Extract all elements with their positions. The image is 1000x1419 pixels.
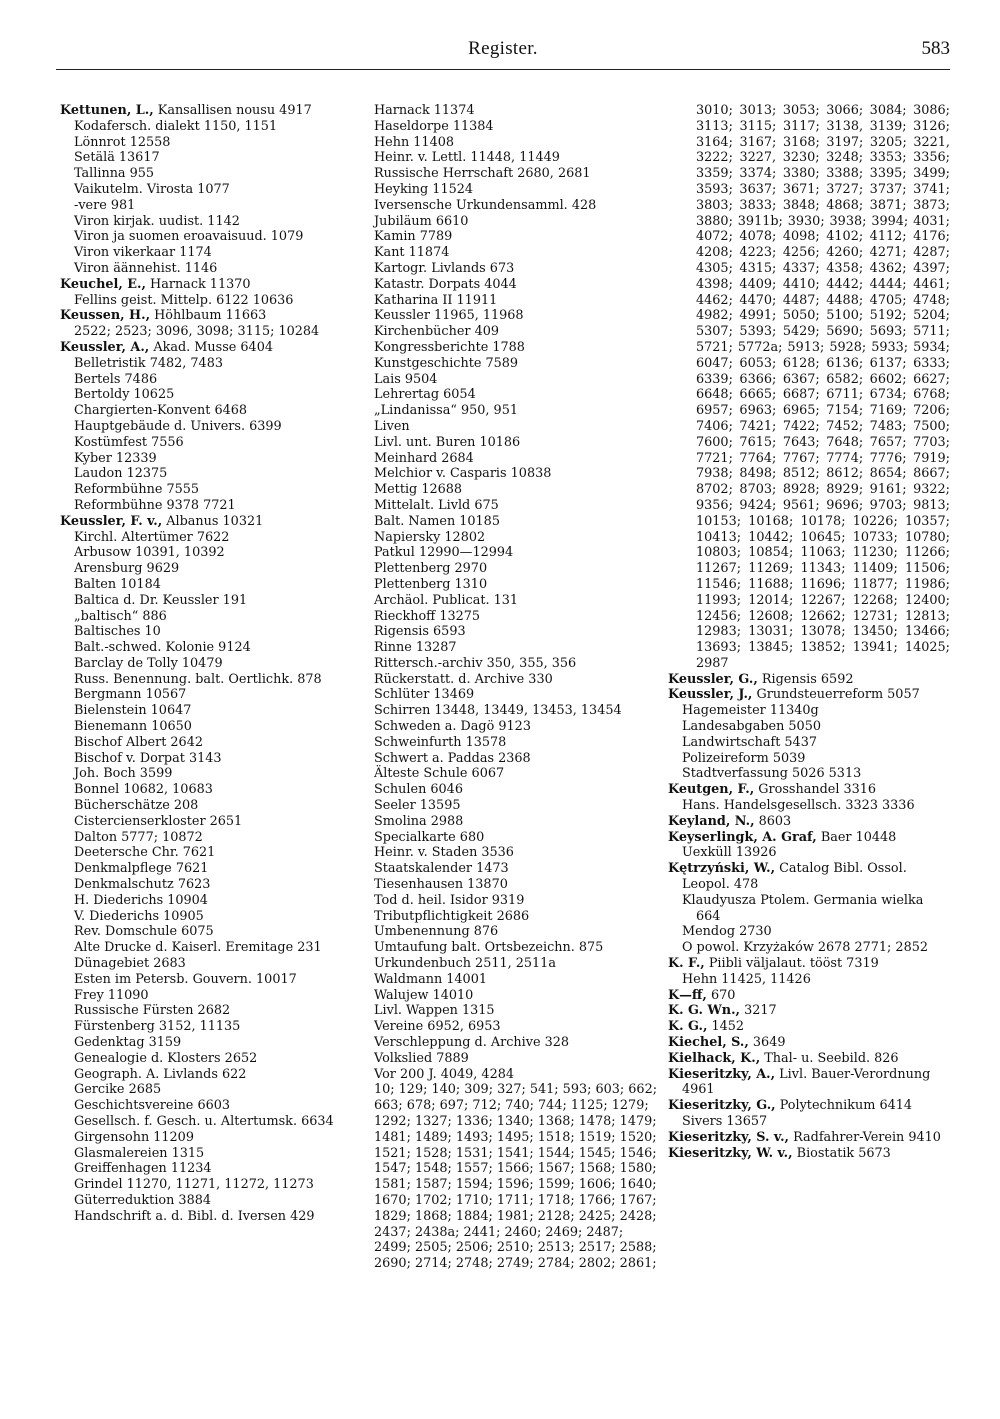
index-author-entry <box>668 956 950 972</box>
index-subentry: Geograph. A. Livlands 622 <box>74 1066 247 1082</box>
index-subentry: Genealogie d. Klosters 2652 <box>74 1050 258 1066</box>
index-subentry: Lais 9504 <box>374 371 438 387</box>
index-subentry: Viron äännehist. 1146 <box>74 260 218 276</box>
index-subentry: Hagemeister 11340g <box>682 703 819 719</box>
index-subentry: Lönnrot 12558 <box>74 134 171 150</box>
entry-reference: Harnack 11370 <box>145 276 251 292</box>
index-subentry: Viron vikerkaar 1174 <box>74 245 212 261</box>
index-author-entry <box>668 1130 950 1146</box>
index-subentry: Balten 10184 <box>74 576 161 592</box>
entry-reference: Albanus 10321 <box>162 513 264 529</box>
index-subentry: Walujew 14010 <box>374 987 474 1003</box>
entry-reference: 1452 <box>707 1019 745 1035</box>
index-subentry: Russische Herrschaft 2680, 2681 <box>374 166 591 182</box>
index-subentry: Schweden a. Dagö 9123 <box>374 719 531 735</box>
index-subentry: Güterreduktion 3884 <box>74 1192 211 1208</box>
index-author-entry <box>668 1067 950 1099</box>
running-title: Register. <box>468 38 538 59</box>
index-subentry: Patkul 12990—12994 <box>374 545 514 561</box>
entry-reference: 3217 <box>740 1003 777 1019</box>
index-author-entry <box>668 672 950 688</box>
index-subentry: Heinr. v. Staden 3536 <box>374 845 514 861</box>
index-subentry: Keussler 11965, 11968 <box>374 308 524 324</box>
index-subentry: Schulen 6046 <box>374 782 463 798</box>
author-name: Kieseritzky, W. v., <box>668 1145 793 1161</box>
index-subentry: Seeler 13595 <box>374 798 461 814</box>
index-subentry: Reformbühne 7555 <box>74 482 200 498</box>
index-subentry: Kirchenbücher 409 <box>374 324 500 340</box>
index-subentry: Bielenstein 10647 <box>74 703 192 719</box>
index-subentry: Bienemann 10650 <box>74 719 192 735</box>
index-subentry: Dünagebiet 2683 <box>74 956 186 972</box>
index-subentry: Sivers 13657 <box>682 1114 768 1129</box>
index-subentry: Vaikutelm. Virosta 1077 <box>74 181 230 197</box>
author-name: Kieseritzky, A., <box>668 1066 776 1082</box>
index-subentry: Volkslied 7889 <box>374 1050 469 1066</box>
index-subentry: Polizeireform 5039 <box>682 750 806 766</box>
author-name: Kieseritzky, S. v., <box>668 1129 789 1145</box>
entry-reference: Livl. Bauer-Verordnung 4961 <box>682 1066 931 1098</box>
index-subentry: Belletristik 7482, 7483 <box>74 355 223 371</box>
index-subentry: Alte Drucke d. Kaiserl. Eremitage 231 <box>74 940 322 956</box>
index-subentry: Viron kirjak. uudist. 1142 <box>74 213 240 229</box>
index-subentry: Smolina 2988 <box>374 813 464 829</box>
entry-reference: Rigensis 6592 <box>757 671 854 687</box>
index-subentry: Geschichtsvereine 6603 <box>74 1098 231 1114</box>
index-subentry: Kostümfest 7556 <box>74 434 184 450</box>
index-subentry: Kyber 12339 <box>74 450 157 466</box>
index-subentry: Verschleppung d. Archive 328 <box>374 1035 570 1051</box>
index-subentry: Klaudyusza Ptolem. Germania wielka 664 <box>682 892 924 924</box>
index-subentry: Napiersky 12802 <box>374 529 486 545</box>
index-subentry: Katastr. Dorpats 4044 <box>374 276 517 292</box>
index-subentry: Gercike 2685 <box>74 1082 162 1098</box>
index-subentry: Katharina II 11911 <box>374 292 498 308</box>
index-subentry: Livl. Wappen 1315 <box>374 1003 495 1019</box>
entry-reference: Grosshandel 3316 <box>754 782 877 798</box>
author-name: Keussen, H., <box>60 308 151 324</box>
index-subentry: Schirren 13448, 13449, 13453, 13454 <box>374 703 622 719</box>
index-subentry: Denkmalpflege 7621 <box>74 861 209 877</box>
author-name: K. G., <box>668 1019 708 1035</box>
index-subentry: Plettenberg 1310 <box>374 576 488 592</box>
index-subentry: 2522; 2523; 3096, 3098; 3115; 10284 <box>74 324 320 340</box>
index-subentry: O powol. Krzyżaków 2678 2771; 2852 <box>682 940 928 956</box>
index-subentry: Umbenennung 876 <box>374 924 499 940</box>
index-subentry: Rev. Domschule 6075 <box>74 924 214 940</box>
index-subentry: Dalton 5777; 10872 <box>74 829 203 845</box>
entry-reference: Polytechnikum 6414 <box>775 1098 913 1114</box>
index-subentry: Rinne 13287 <box>374 640 457 656</box>
index-subentry: Kamin 7789 <box>374 229 453 245</box>
index-subentry: Hauptgebäude d. Univers. 6399 <box>74 418 282 434</box>
index-subentry: Setälä 13617 <box>74 150 160 166</box>
index-subentry: Vereine 6952, 6953 <box>374 1019 501 1035</box>
index-subentry: 10; 129; 140; 309; 327; 541; 593; 603; 662; 663; 678; 697; 712; 740; 744; 1125; 1279; 1292; 1327; 1336; 1340; 1368; 1478; 1479; 1481; 1489; 1493; 1495; 1518; 1519; 1520; 1521; 1528; 1531; 1541; 1544; 1545; 1546; 1547; 1548; 1557; 1566; 1567; 1568; 1580; 1581; 1587; 1594; 1596; 1599; 1606; 1640; 1670; 1702; 1710; 1711; 1718; 1766; 1767; 1829; 1868; 1884; 1981; 2128; 2425; 2428; 2437; 2438a; 2441; 2460; 2469; 2487; 2499; 2505; 2506; 2510; 2513; 2517; 2588; 2690; 2714; 2748; 2749; 2784; 2802; 2861; <box>374 1082 658 1272</box>
index-subentry: „Lindanissa“ 950, 951 <box>374 403 518 419</box>
index-subentry: Grindel 11270, 11271, 11272, 11273 <box>74 1177 314 1193</box>
index-author-entry <box>668 861 950 893</box>
index-subentry: Girgensohn 11209 <box>74 1129 194 1145</box>
entry-reference: Catalog Bibl. Ossol. Leopol. 478 <box>682 861 907 893</box>
author-name: K. G. Wn., <box>668 1003 741 1019</box>
entry-reference: Kansallisen nousu 4917 <box>153 103 312 118</box>
index-subentry: Rückerstatt. d. Archive 330 <box>374 671 553 687</box>
index-subentry: Lehrertag 6054 <box>374 387 476 403</box>
index-subentry: Cistercienserkloster 2651 <box>74 813 243 829</box>
index-subentry: Uexküll 13926 <box>682 845 777 861</box>
index-subentry: Tod d. heil. Isidor 9319 <box>374 892 525 908</box>
index-author-entry <box>668 1098 950 1114</box>
entry-reference: 670 <box>706 987 736 1003</box>
entry-reference: Akad. Musse 6404 <box>149 339 273 355</box>
index-subentry: Mendog 2730 <box>682 924 772 940</box>
index-author-entry <box>60 103 342 119</box>
index-subentry: Gedenktag 3159 <box>74 1035 182 1051</box>
author-name: Keussler, G., <box>668 671 758 687</box>
index-subentry: Greiffenhagen 11234 <box>74 1161 212 1177</box>
index-author-entry <box>668 1146 950 1162</box>
entry-reference: Thal- u. Seebild. 826 <box>760 1050 899 1066</box>
index-subentry: -vere 981 <box>74 197 136 213</box>
index-subentry: Balt.-schwed. Kolonie 9124 <box>74 640 251 656</box>
index-subentry: Meinhard 2684 <box>374 450 474 466</box>
author-name: Kętrzyński, W., <box>668 861 776 877</box>
index-subentry: Iversensche Urkundensamml. 428 <box>374 197 597 213</box>
index-subentry: Heinr. v. Lettl. 11448, 11449 <box>374 150 560 166</box>
index-subentry: Bergmann 10567 <box>74 687 187 703</box>
index-subentry: Kunstgeschichte 7589 <box>374 355 519 371</box>
index-subentry: Kongressberichte 1788 <box>374 339 525 355</box>
author-name: Kettunen, L., <box>60 103 154 118</box>
index-subentry: Rigensis 6593 <box>374 624 466 640</box>
index-subentry: Harnack 11374 <box>374 103 475 118</box>
author-name: Kiechel, S., <box>668 1035 749 1051</box>
index-column-middle <box>374 103 658 1272</box>
index-author-entry <box>60 308 342 324</box>
index-author-entry <box>668 830 950 846</box>
index-subentry: Vor 200 J. 4049, 4284 <box>374 1066 514 1082</box>
index-subentry: Balt. Namen 10185 <box>374 513 500 529</box>
author-name: Keutgen, F., <box>668 782 755 798</box>
index-subentry: Melchior v. Casparis 10838 <box>374 466 552 482</box>
index-subentry: Fürstenberg 3152, 11135 <box>74 1019 241 1035</box>
entry-reference: 3649 <box>748 1035 786 1051</box>
index-column-left <box>60 103 342 1225</box>
index-subentry: Jubiläum 6610 <box>374 213 469 229</box>
index-subentry: Russ. Benennung. balt. Oertlichk. 878 <box>74 671 322 687</box>
index-author-entry <box>668 1035 950 1051</box>
index-subentry: V. Diederichs 10905 <box>74 908 204 924</box>
index-subentry: Deetersche Chr. 7621 <box>74 845 216 861</box>
index-subentry: Russische Fürsten 2682 <box>74 1003 231 1019</box>
author-name: Keussler, A., <box>60 339 150 355</box>
index-subentry: H. Diederichs 10904 <box>74 892 208 908</box>
index-subentry: Kirchl. Altertümer 7622 <box>74 529 230 545</box>
index-subentry: Bischof Albert 2642 <box>74 734 203 750</box>
index-subentry: Baltica d. Dr. Keussler 191 <box>74 592 248 608</box>
index-author-entry <box>60 340 342 356</box>
author-name: Keyland, N., <box>668 813 755 829</box>
index-subentry: Mittelalt. Livld 675 <box>374 497 499 513</box>
entry-reference: Radfahrer-Verein 9410 <box>789 1129 941 1145</box>
index-subentry: Tributpflichtigkeit 2686 <box>374 908 530 924</box>
index-subentry: Handschrift a. d. Bibl. d. Iversen 429 <box>74 1208 315 1224</box>
index-author-entry <box>668 687 950 703</box>
entry-reference: Baer 10448 <box>816 829 897 845</box>
index-author-entry <box>668 782 950 798</box>
index-subentry: Laudon 12375 <box>74 466 168 482</box>
entry-reference: Höhlbaum 11663 <box>150 308 267 324</box>
index-subentry: Baltisches 10 <box>74 624 161 640</box>
author-name: Kielhack, K., <box>668 1050 761 1066</box>
index-subentry: Hehn 11425, 11426 <box>682 971 811 987</box>
index-subentry: Schweinfurth 13578 <box>374 734 507 750</box>
index-author-entry <box>668 1051 950 1067</box>
entry-reference: Biostatik 5673 <box>792 1145 891 1161</box>
author-name: Keuchel, E., <box>60 276 146 292</box>
index-subentry: Gesellsch. f. Gesch. u. Altertumsk. 6634 <box>74 1114 334 1129</box>
index-author-entry <box>60 277 342 293</box>
page-header <box>56 38 950 68</box>
index-subentry: Bischof v. Dorpat 3143 <box>74 750 222 766</box>
index-subentry: Mettig 12688 <box>374 482 463 498</box>
index-subentry: Rittersch.-archiv 350, 355, 356 <box>374 655 577 671</box>
author-name: K. F., <box>668 956 705 972</box>
index-subentry: Hehn 11408 <box>374 134 454 150</box>
entry-reference: Grundsteuerreform 5057 <box>752 687 920 703</box>
index-subentry: Urkundenbuch 2511, 2511a <box>374 956 556 972</box>
index-subentry: „baltisch“ 886 <box>74 608 167 624</box>
author-name: K—ff, <box>668 987 707 1003</box>
index-subentry: Tiesenhausen 13870 <box>374 877 508 893</box>
index-subentry: Tallinna 955 <box>74 166 155 182</box>
number-list: 3010; 3013; 3053; 3066; 3084; 3086; 3113; 3115; 3117; 3138, 3139; 3126; 3164; 3167; 3168; 3197; 3205; 3221, 3222; 3227, 3230; 3248; 3353; 3356; 3359; 3374; 3380; 3388; 3395; 3499; 3593; 3637; 3671; 3727; 3737; 3741; 3803; 3833; 3848; 4868; 3871; 3873; 3880; 3911b; 3930; 3938; 3994; 4031; 4072; 4078; 4098; 4102; 4112; 4176; 4208; 4223; 4256; 4260; 4271; 4287; 4305; 4315; 4337; 4358; 4362; 4397; 4398; 4409; 4410; 4442; 4444; 4461; 4462; 4470; 4487; 4488; 4705; 4748; 4982; 4991; 5050; 5100; 5192; 5204; 5307; 5393; 5429; 5690; 5693; 5711; 5721; 5772a; 5913; 5928; 5933; 5934; 6047; 6053; 6128; 6136; 6137; 6333; 6339; 6366; 6367; 6582; 6602; 6627; 6648; 6665; 6687; 6711; 6734; 6768; 6957; 6963; 6965; 7154; 7169; 7206; 7406; 7421; 7422; 7452; 7483; 7500; 7600; 7615; 7643; 7648; 7657; 7703; 7721; 7764; 7767; 7774; 7776; 7919; 7938; 8498; 8512; 8612; 8654; 8667; 8702; 8703; 8928; 8929; 9161; 9322; 9356; 9424; 9561; 9696; 9703; 9813; 10153; 10168; 10178; 10226; 10357; 10413; 10442; 10645; 10733; 10780; 10803; 10854; 11063; 11230; 11266; 11267; 11269; 11343; 11409; 11506; 11546; 11688; 11696; 11877; 11986; 11993; 12014; 12267; 12268; 12400; 12456; 12608; 12662; 12731; 12813; 12983; 13031; 13078; 13450; 13466; 13693; 13845; 13852; 13941; 14025; 2987 <box>696 103 950 671</box>
index-subentry: Umtaufung balt. Ortsbezeichn. 875 <box>374 940 604 956</box>
index-subentry: Arbusow 10391, 10392 <box>74 545 225 561</box>
index-subentry: Liven <box>374 418 410 434</box>
index-subentry: Kartogr. Livlands 673 <box>374 260 515 276</box>
entry-reference: Piibli väljalaut. tööst 7319 <box>704 956 879 972</box>
index-subentry: Landesabgaben 5050 <box>682 719 821 735</box>
index-subentry: Livl. unt. Buren 10186 <box>374 434 521 450</box>
index-subentry: Staatskalender 1473 <box>374 861 509 877</box>
index-author-entry <box>60 514 342 530</box>
index-subentry: Denkmalschutz 7623 <box>74 877 211 893</box>
index-subentry: Reformbühne 9378 7721 <box>74 497 236 513</box>
index-subentry: Joh. Boch 3599 <box>74 766 173 782</box>
index-subentry: Viron ja suomen eroavaisuud. 1079 <box>74 229 304 245</box>
index-column-right <box>668 103 950 1161</box>
author-name: Keussler, J., <box>668 687 753 703</box>
index-author-entry <box>668 1003 950 1019</box>
page-number: 583 <box>921 38 950 59</box>
index-subentry: Bonnel 10682, 10683 <box>74 782 213 798</box>
index-subentry: Stadtverfassung 5026 5313 <box>682 766 862 782</box>
index-subentry: Glasmalereien 1315 <box>74 1145 205 1161</box>
index-subentry: Arensburg 9629 <box>74 561 180 577</box>
index-subentry: Waldmann 14001 <box>374 971 487 987</box>
index-subentry: Rieckhoff 13275 <box>374 608 481 624</box>
index-subentry: Schlüter 13469 <box>374 687 475 703</box>
index-subentry: Schwert a. Paddas 2368 <box>374 750 531 766</box>
index-subentry: Specialkarte 680 <box>374 829 485 845</box>
index-subentry: Heyking 11524 <box>374 181 474 197</box>
author-name: Keussler, F. v., <box>60 513 163 529</box>
index-subentry: Archäol. Publicat. 131 <box>374 592 519 608</box>
index-subentry: Haseldorpe 11384 <box>374 118 494 134</box>
index-author-entry <box>668 814 950 830</box>
index-author-entry <box>668 1019 950 1035</box>
index-subentry: Landwirtschaft 5437 <box>682 734 817 750</box>
index-subentry: Fellins geist. Mittelp. 6122 10636 <box>74 292 294 308</box>
index-subentry: Hans. Handelsgesellsch. 3323 3336 <box>682 798 915 814</box>
index-subentry: Bücherschätze 208 <box>74 798 199 814</box>
index-subentry: Bertoldy 10625 <box>74 387 175 403</box>
index-subentry: Kodafersch. dialekt 1150, 1151 <box>74 118 278 134</box>
entry-reference: 8603 <box>754 813 792 829</box>
index-subentry: Bertels 7486 <box>74 371 158 387</box>
index-author-entry <box>668 988 950 1004</box>
index-subentry: Chargierten-Konvent 6468 <box>74 403 248 419</box>
author-name: Kieseritzky, G., <box>668 1098 776 1114</box>
header-rule <box>56 69 950 70</box>
index-subentry: Barclay de Tolly 10479 <box>74 655 223 671</box>
index-subentry: Kant 11874 <box>374 245 450 261</box>
index-subentry: Frey 11090 <box>74 987 149 1003</box>
index-subentry: Älteste Schule 6067 <box>374 766 505 782</box>
index-subentry: Esten im Petersb. Gouvern. 10017 <box>74 971 297 987</box>
index-subentry: Plettenberg 2970 <box>374 561 488 577</box>
author-name: Keyserlingk, A. Graf, <box>668 829 817 845</box>
